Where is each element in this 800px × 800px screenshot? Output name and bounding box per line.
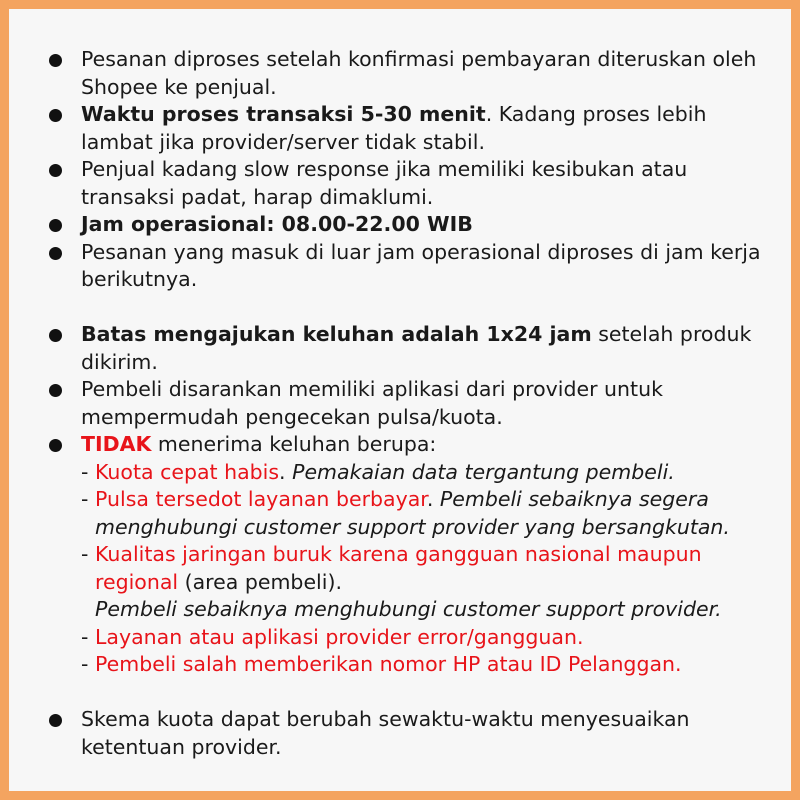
list-item <box>47 239 782 294</box>
item-bold-text: Batas mengajukan keluhan adalah <box>81 322 487 346</box>
sub-item-red-text: Kuota cepat habis <box>95 459 280 484</box>
dash-marker: - <box>81 652 89 676</box>
item-red-text: TIDAK <box>81 432 152 456</box>
sub-item-italic-text: Pembeli sebaiknya menghubungi customer support provider. <box>95 597 722 621</box>
list-item <box>47 211 782 239</box>
dash-marker: - <box>81 542 89 566</box>
sub-list-item <box>47 459 782 487</box>
list-item <box>47 101 782 156</box>
sub-item-red-text: Layanan atau aplikasi provider error/gangguan. <box>95 624 584 649</box>
sub-item-red-text: Pulsa tersedot layanan berbayar <box>95 487 427 511</box>
sub-item-red-text: Pembeli salah memberikan nomor HP atau ID Pelanggan. <box>95 652 682 676</box>
bullet-icon <box>49 54 62 67</box>
bullet-icon <box>49 714 62 727</box>
sub-list-item <box>47 624 782 652</box>
item-bold-text: 1x24 jam <box>486 322 592 346</box>
spacer <box>47 294 782 322</box>
list-item <box>47 376 782 431</box>
bullet-icon <box>49 247 62 260</box>
sub-list-item <box>47 541 782 624</box>
spacer <box>47 679 782 707</box>
bullet-icon <box>49 439 62 452</box>
list-item <box>47 321 782 376</box>
sub-item-text: . <box>426 487 440 511</box>
item-text: setelah produk dikirim. <box>81 322 752 374</box>
bullet-icon <box>49 329 62 342</box>
sub-item-red-text: Kualitas jaringan buruk karena gangguan nasional maupun regional <box>95 542 702 594</box>
item-text: Pesanan diproses setelah konfirmasi pembayaran diteruskan oleh Shopee ke penjual. <box>81 47 757 99</box>
terms-list <box>47 46 782 761</box>
item-text: Skema kuota dapat berubah sewaktu-waktu menyesuaikan ketentuan provider. <box>81 707 690 759</box>
list-item <box>47 156 782 211</box>
bullet-icon <box>49 164 62 177</box>
list-item <box>47 46 782 101</box>
item-bold-text: Waktu proses transaksi 5-30 menit <box>81 102 486 126</box>
sub-item-text: . <box>279 459 293 484</box>
item-text: menerima keluhan berupa: <box>151 432 437 456</box>
bullet-icon <box>49 109 62 122</box>
sub-list-item <box>47 651 782 679</box>
item-text: Pembeli disarankan memiliki aplikasi dari provider untuk mempermudah pengecekan pulsa/kuota. <box>81 377 663 429</box>
dash-marker: - <box>81 459 89 484</box>
bullet-icon <box>49 384 62 397</box>
bullet-icon <box>49 219 62 232</box>
dash-marker: - <box>81 487 89 511</box>
sub-item-italic-text: Pembeli sebaiknya segera menghubungi customer support provider yang bersangkutan. <box>95 487 730 539</box>
dash-marker: - <box>81 624 89 649</box>
list-item <box>47 706 782 761</box>
sub-item-text: (area pembeli). <box>178 569 342 594</box>
item-text: Penjual kadang slow response jika memiliki kesibukan atau transaksi padat, harap dimaklumi. <box>81 157 688 209</box>
item-text: Pesanan yang masuk di luar jam operasional diproses di jam kerja berikutnya. <box>81 239 761 291</box>
item-text: . Kadang proses lebih lambat jika provider/server tidak stabil. <box>81 102 707 154</box>
sub-list-item <box>47 486 782 541</box>
list-item <box>47 431 782 459</box>
sub-item-italic-text: Pemakaian data tergantung pembeli. <box>292 459 675 484</box>
item-bold-text: Jam operasional: 08.00-22.00 WIB <box>81 212 473 236</box>
